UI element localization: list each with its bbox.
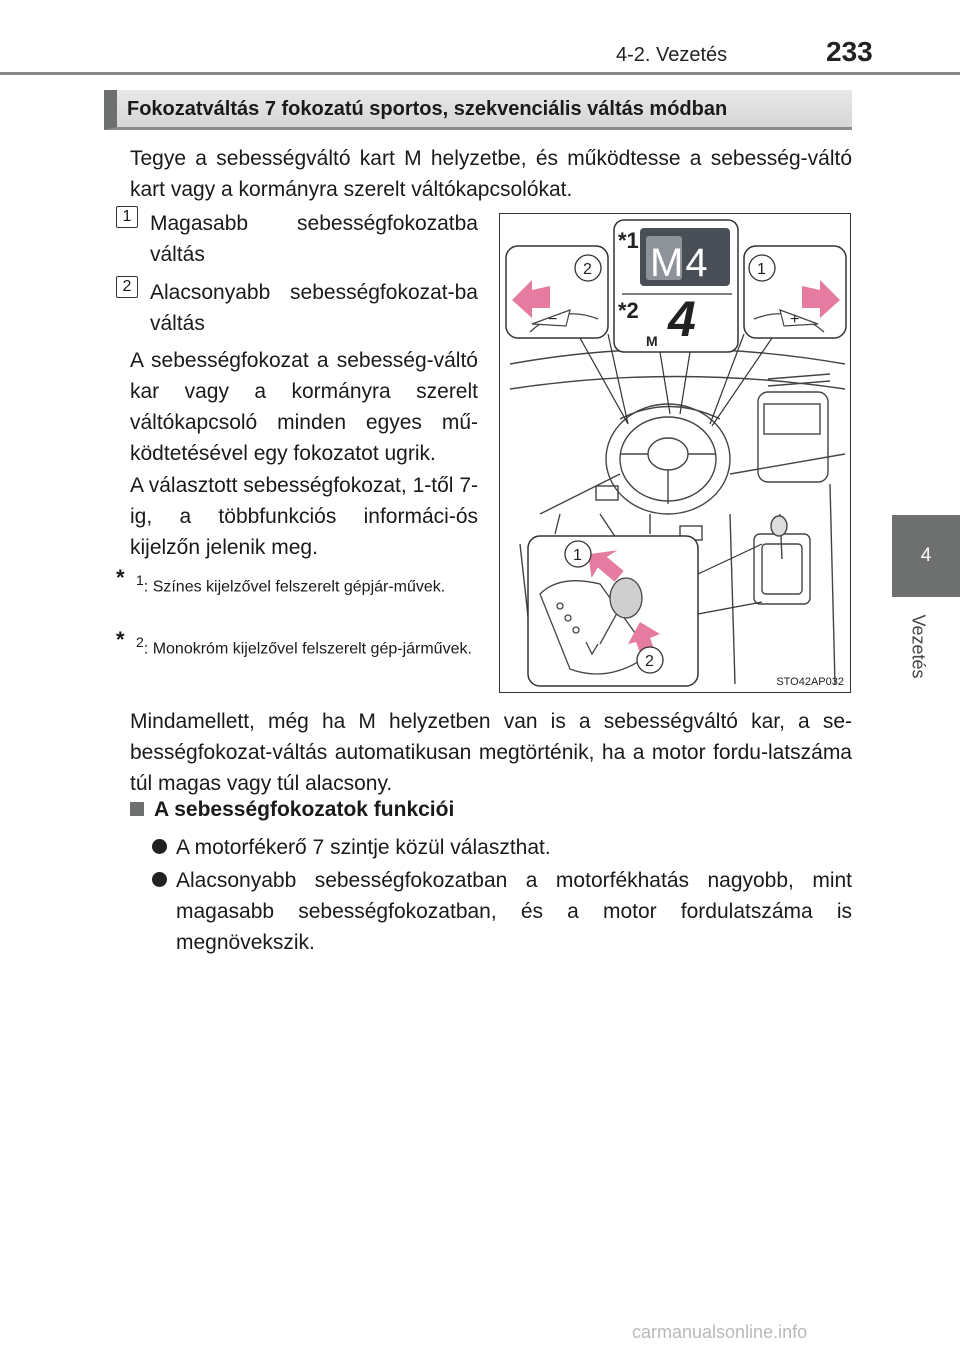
paragraph-shift-step: A sebességfokozat a sebesség-váltó kar vagy a kormányra szerelt váltókapcsoló minden egyes mű-ködtetésével egy fokozatot ugrik.: [130, 349, 478, 465]
lever-callout: [528, 536, 762, 686]
lever-down-number: 2: [645, 653, 654, 670]
callout-left-number: 2: [583, 261, 592, 278]
callout-right-number: 1: [757, 261, 766, 278]
star-1-mark: *1: [618, 228, 639, 253]
bullet-item-1: [176, 832, 852, 863]
paddle-minus-label: −: [548, 311, 558, 328]
figure-code: STO42AP032: [776, 676, 844, 688]
footnote-text-1: : Színes kijelzővel felszerelt gépjár-művek.: [143, 578, 446, 596]
header-section: 4-2. Vezetés: [616, 44, 728, 66]
page-number: 233: [826, 36, 873, 67]
left-paddle-callout: [506, 246, 628, 424]
paragraph-auto-shift: Mindamellett, még ha M helyzetben van is a sebességváltó kar, a se-bességfokozat-váltás automatikusan megtörténik, ha a motor fordu-latszáma túl magas vagy túl alacsony.: [130, 710, 852, 795]
footnote-1: [116, 565, 478, 599]
subsection-heading: [130, 798, 454, 822]
intro-text: Tegye a sebességváltó kart M helyzetbe, és működtesse a sebesség-váltó kart vagy a kormányra szerelt váltókapcsolókat.: [130, 147, 852, 201]
paragraph-display: A választott sebességfokozat, 1-től 7-ig, a többfunkciós informáci-ós kijelzőn jelenik meg.: [130, 474, 478, 559]
gear-shift-illustration: [499, 213, 851, 693]
footnote-2: [116, 627, 478, 661]
chapter-tab: 4: [892, 515, 960, 597]
bullet-text-2: Alacsonyabb sebességfokozatban a motorfékhatás nagyobb, mint magasabb sebességfokozatban, és a motor fordulatszáma is megnövekszik.: [176, 869, 852, 954]
footnote-sup-2: 2: [136, 634, 144, 650]
section-title: Fokozatváltás 7 fokozatú sportos, szekvenciális váltás módban: [104, 90, 852, 130]
item-text-2: Alacsonyabb sebességfokozat-ba váltás: [150, 281, 478, 335]
mono-display-mode: M: [646, 333, 658, 349]
cockpit-drawing: [500, 214, 850, 692]
item-number-1: 1: [116, 206, 138, 228]
color-display-text: M4: [650, 241, 710, 285]
footnote-star-2: *: [116, 627, 125, 652]
display-callout: [614, 220, 738, 414]
watermark: carmanualsonline.info: [632, 1322, 808, 1342]
item-text-1: Magasabb sebességfokozatba váltás: [150, 212, 478, 266]
footnote-text-2: : Monokróm kijelzővel felszerelt gép-járművek.: [143, 640, 472, 658]
header-rule: [0, 72, 960, 75]
chapter-label: [904, 608, 928, 688]
bullet-dot-icon: [152, 872, 167, 887]
square-bullet-icon: [130, 802, 144, 816]
lever-up-number: 1: [573, 547, 582, 564]
bullet-item-2: [176, 865, 852, 958]
item-number-2: 2: [116, 276, 138, 298]
bullet-text-1: A motorfékerő 7 szintje közül választhat.: [176, 836, 551, 859]
footnote-star-1: *: [116, 565, 125, 590]
chapter-label-text: Vezetés: [908, 614, 929, 679]
subsection-title: A sebességfokozatok funkciói: [154, 798, 455, 821]
bullet-dot-icon: [152, 839, 167, 854]
paddle-plus-label: +: [790, 311, 800, 328]
footnote-sup-1: 1: [136, 572, 144, 588]
star-2-mark: *2: [618, 298, 639, 323]
mono-display-digit: 4: [668, 291, 696, 347]
